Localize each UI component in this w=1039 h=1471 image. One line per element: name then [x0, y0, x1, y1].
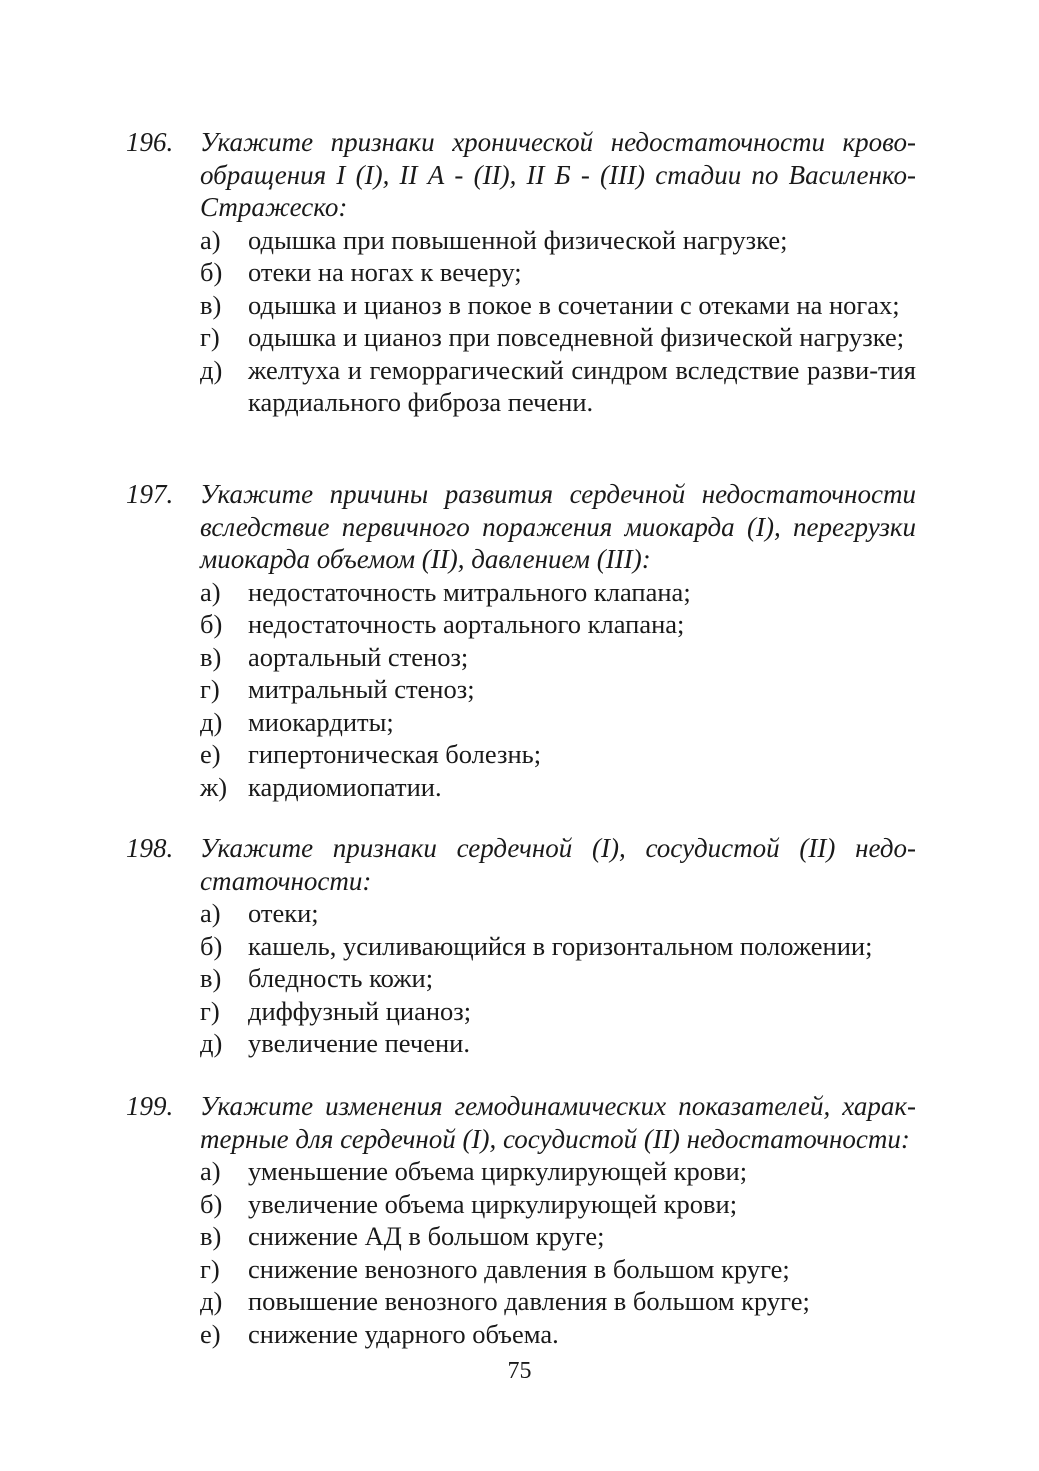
question-heading	[126, 126, 916, 224]
option-item	[200, 289, 916, 322]
option-item	[200, 1155, 916, 1188]
option-letter: г)	[200, 674, 220, 704]
option-item	[200, 256, 916, 289]
option-letter: в)	[200, 641, 222, 672]
option-letter: г)	[200, 1253, 220, 1284]
option-text: бледность кожи;	[248, 963, 434, 993]
option-letter: а)	[200, 576, 221, 607]
question-heading	[126, 478, 916, 576]
question-number: 198.	[126, 833, 174, 863]
option-letter: б)	[200, 609, 223, 639]
option-item	[200, 1318, 916, 1351]
option-letter: в)	[200, 1221, 222, 1251]
option-item	[200, 1220, 916, 1253]
option-text: увеличение объема циркулирующей крови;	[248, 1188, 738, 1219]
question-number: 197.	[126, 479, 174, 509]
question-heading	[126, 1090, 916, 1155]
answer-options	[126, 897, 916, 1060]
option-item	[200, 641, 916, 674]
option-item	[200, 1188, 916, 1221]
question-text: Укажите признаки сердечной (I), сосудистой (II) недо-статочности:	[200, 833, 916, 896]
question-197	[126, 478, 916, 803]
option-text: желтуха и геморрагический синдром вследствие разви-тия кардиального фиброза печени.	[248, 354, 916, 417]
question-number: 196.	[126, 127, 174, 157]
option-letter: б)	[200, 1188, 223, 1219]
option-item	[200, 321, 916, 354]
option-letter: в)	[200, 963, 222, 993]
question-text: Укажите причины развития сердечной недостаточности вследствие первичного поражения миокарда (I), перегрузки миокарда объемом (II), давлением (III):	[200, 479, 916, 574]
option-text: снижение АД в большом круге;	[248, 1221, 605, 1251]
option-item	[200, 224, 916, 257]
option-letter: г)	[200, 322, 220, 352]
option-letter: а)	[200, 224, 221, 255]
answer-options	[126, 224, 916, 419]
question-text: Укажите изменения гемодинамических показателей, харак-терные для сердечной (I), сосудистой (II) недостаточности:	[200, 1091, 916, 1154]
option-text: одышка при повышенной физической нагрузке;	[248, 224, 788, 255]
option-letter: б)	[200, 930, 223, 961]
page-number: 75	[507, 1358, 532, 1384]
option-item	[200, 608, 916, 641]
option-item	[200, 962, 916, 995]
option-text: повышение венозного давления в большом круге;	[248, 1286, 810, 1316]
option-text: кашель, усиливающийся в горизонтальном положении;	[248, 930, 873, 961]
option-text: аортальный стеноз;	[248, 641, 469, 672]
option-letter: в)	[200, 289, 222, 320]
option-item	[200, 673, 916, 706]
option-item	[200, 995, 916, 1028]
question-number: 199.	[126, 1091, 174, 1121]
option-letter: а)	[200, 898, 221, 928]
option-text: гипертоническая болезнь;	[248, 739, 542, 769]
answer-options	[126, 1155, 916, 1350]
question-196	[126, 126, 916, 419]
option-item	[200, 738, 916, 771]
option-text: митральный стеноз;	[248, 674, 475, 704]
option-text: отеки на ногах к вечеру;	[248, 257, 522, 287]
option-item	[200, 576, 916, 609]
option-text: недостаточность митрального клапана;	[248, 576, 691, 607]
option-letter: г)	[200, 995, 220, 1026]
option-letter: ж)	[200, 771, 228, 802]
option-text: снижение ударного объема.	[248, 1318, 559, 1349]
option-letter: д)	[200, 706, 223, 737]
option-item	[200, 897, 916, 930]
option-item	[200, 354, 916, 419]
option-text: уменьшение объема циркулирующей крови;	[248, 1156, 748, 1186]
option-letter: д)	[200, 1028, 223, 1058]
question-198	[126, 832, 916, 1060]
option-item	[200, 930, 916, 963]
option-text: увеличение печени.	[248, 1028, 470, 1058]
option-item	[200, 1253, 916, 1286]
option-letter: д)	[200, 354, 223, 385]
option-text: диффузный цианоз;	[248, 995, 472, 1026]
option-item	[200, 771, 916, 804]
question-heading	[126, 832, 916, 897]
question-text: Укажите признаки хронической недостаточности крово-обращения I (I), II А - (II), II Б - (III) стадии по Василенко-Стражеско:	[200, 127, 916, 222]
option-letter: е)	[200, 739, 221, 769]
option-text: кардиомиопатии.	[248, 771, 442, 802]
option-letter: б)	[200, 257, 223, 287]
option-text: миокардиты;	[248, 706, 394, 737]
option-letter: а)	[200, 1156, 221, 1186]
option-text: недостаточность аортального клапана;	[248, 609, 685, 639]
option-text: снижение венозного давления в большом круге;	[248, 1253, 790, 1284]
option-text: одышка и цианоз в покое в сочетании с отеками на ногах;	[248, 289, 900, 320]
option-letter: е)	[200, 1318, 221, 1349]
question-199	[126, 1090, 916, 1350]
option-item	[200, 1027, 916, 1060]
option-text: отеки;	[248, 898, 319, 928]
answer-options	[126, 576, 916, 804]
option-text: одышка и цианоз при повседневной физической нагрузке;	[248, 322, 905, 352]
option-item	[200, 706, 916, 739]
option-letter: д)	[200, 1286, 223, 1316]
option-item	[200, 1285, 916, 1318]
